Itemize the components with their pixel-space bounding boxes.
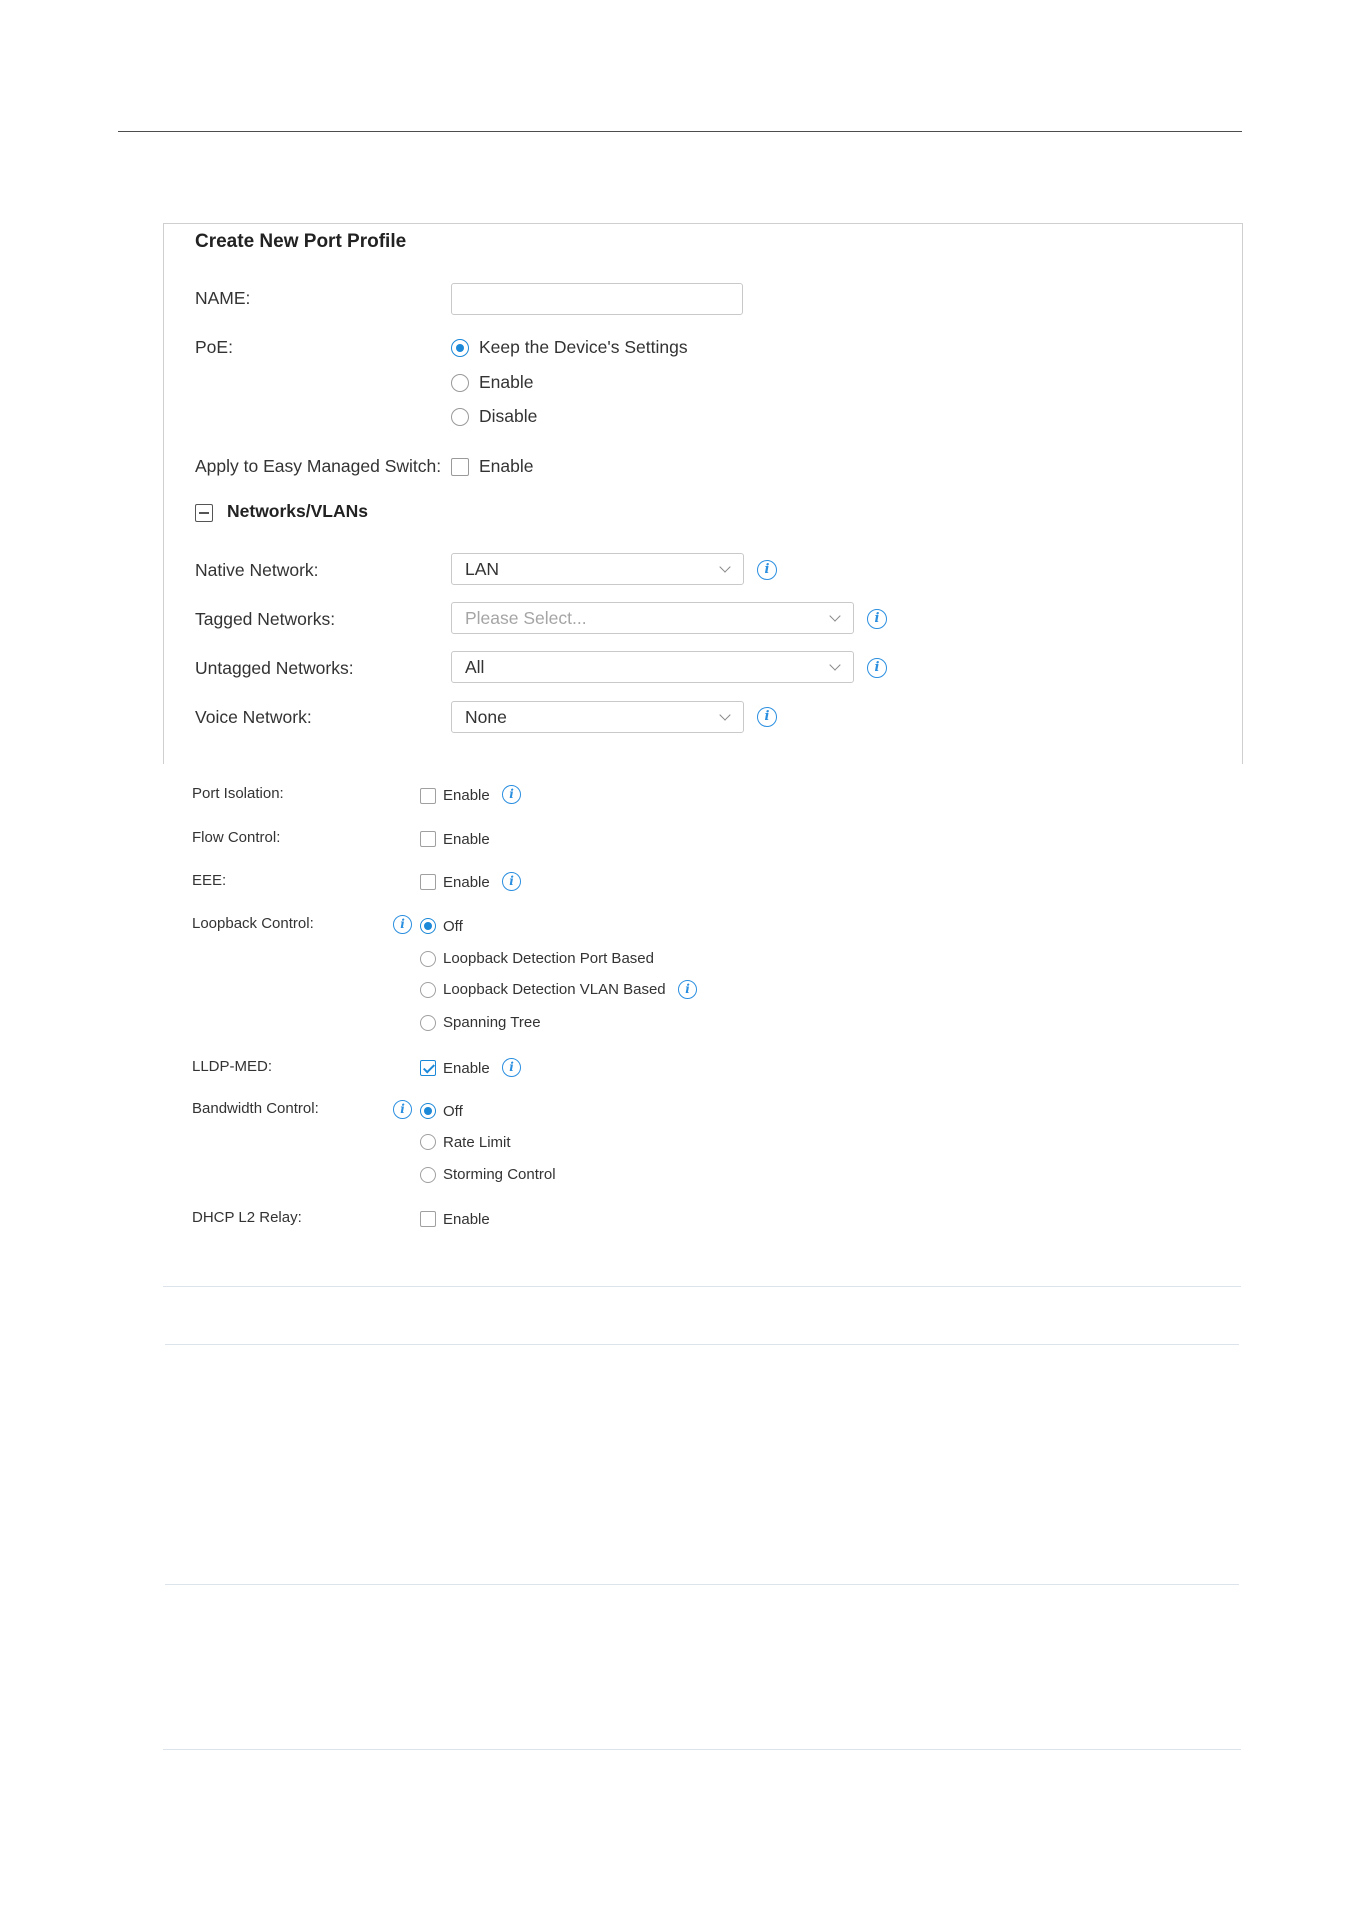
loopback-port-based-radio[interactable] [420,951,436,967]
collapse-icon[interactable] [195,504,213,522]
loopback-control-label: Loopback Control: [192,915,314,932]
port-isolation-label: Port Isolation: [192,785,284,802]
bandwidth-off-label: Off [443,1103,463,1120]
voice-network-value: None [465,707,507,727]
chevron-down-icon [719,561,730,572]
chevron-down-icon [719,709,730,720]
info-icon[interactable]: i [502,785,521,804]
eee-label: EEE: [192,872,227,889]
info-icon[interactable]: i [393,915,412,934]
loopback-vlan-based-radio[interactable] [420,982,436,998]
poe-enable-radio[interactable] [451,374,469,392]
info-icon[interactable]: i [502,872,521,891]
native-network-value: LAN [465,559,500,579]
poe-disable-radio[interactable] [451,408,469,426]
tagged-networks-select[interactable] [451,602,854,634]
poe-disable-label: Disable [479,406,538,426]
info-icon[interactable]: i [757,560,777,580]
divider [163,1749,1241,1750]
bandwidth-control-label: Bandwidth Control: [192,1100,319,1117]
loopback-vlan-based-label: Loopback Detection VLAN Based [443,981,666,998]
storming-control-radio[interactable] [420,1167,436,1183]
easy-managed-checkbox[interactable] [451,458,469,476]
dhcp-l2-relay-checkbox[interactable] [420,1211,436,1227]
lldp-med-label: LLDP-MED: [192,1058,273,1075]
name-input[interactable] [451,283,743,315]
poe-enable-label: Enable [479,372,534,392]
dhcp-l2-relay-option-label: Enable [443,1211,490,1228]
flow-control-checkbox[interactable] [420,831,436,847]
info-icon[interactable]: i [757,707,777,727]
tagged-networks-placeholder: Please Select... [465,608,587,628]
untagged-networks-select[interactable] [451,651,854,683]
rate-limit-radio[interactable] [420,1134,436,1150]
info-icon[interactable]: i [393,1100,412,1119]
info-icon[interactable]: i [502,1058,521,1077]
dhcp-l2-relay-label: DHCP L2 Relay: [192,1209,302,1226]
native-network-select[interactable] [451,553,744,585]
name-label: NAME: [195,288,251,308]
port-isolation-checkbox[interactable] [420,788,436,804]
rate-limit-label: Rate Limit [443,1134,511,1151]
poe-label: PoE: [195,337,233,357]
native-network-label: Native Network: [195,560,319,580]
flow-control-label: Flow Control: [192,829,281,846]
chevron-down-icon [829,659,840,670]
loopback-off-label: Off [443,918,463,935]
lldp-med-option-label: Enable [443,1060,490,1077]
spanning-tree-radio[interactable] [420,1015,436,1031]
chevron-down-icon [829,610,840,621]
networks-section-title: Networks/VLANs [227,501,369,521]
bandwidth-off-radio[interactable] [420,1103,436,1119]
dialog-title: Create New Port Profile [195,231,407,252]
divider [165,1584,1239,1585]
flow-control-option-label: Enable [443,831,490,848]
poe-keep-settings-label: Keep the Device's Settings [479,337,688,357]
info-icon[interactable]: i [678,980,697,999]
eee-checkbox[interactable] [420,874,436,890]
poe-keep-settings-radio[interactable] [451,339,469,357]
page-top-rule [118,131,1242,132]
spanning-tree-label: Spanning Tree [443,1014,541,1031]
info-icon[interactable]: i [867,658,887,678]
storming-control-label: Storming Control [443,1166,556,1183]
easy-managed-option-label: Enable [479,456,534,476]
untagged-networks-label: Untagged Networks: [195,658,354,678]
voice-network-label: Voice Network: [195,707,312,727]
eee-option-label: Enable [443,874,490,891]
loopback-off-radio[interactable] [420,918,436,934]
divider [165,1344,1239,1345]
tagged-networks-label: Tagged Networks: [195,609,336,629]
port-isolation-option-label: Enable [443,787,490,804]
easy-managed-label: Apply to Easy Managed Switch: [195,456,442,476]
info-icon[interactable]: i [867,609,887,629]
untagged-networks-value: All [465,657,485,677]
loopback-port-based-label: Loopback Detection Port Based [443,950,654,967]
voice-network-select[interactable] [451,701,744,733]
divider [163,1286,1241,1287]
lldp-med-checkbox[interactable] [420,1060,436,1076]
